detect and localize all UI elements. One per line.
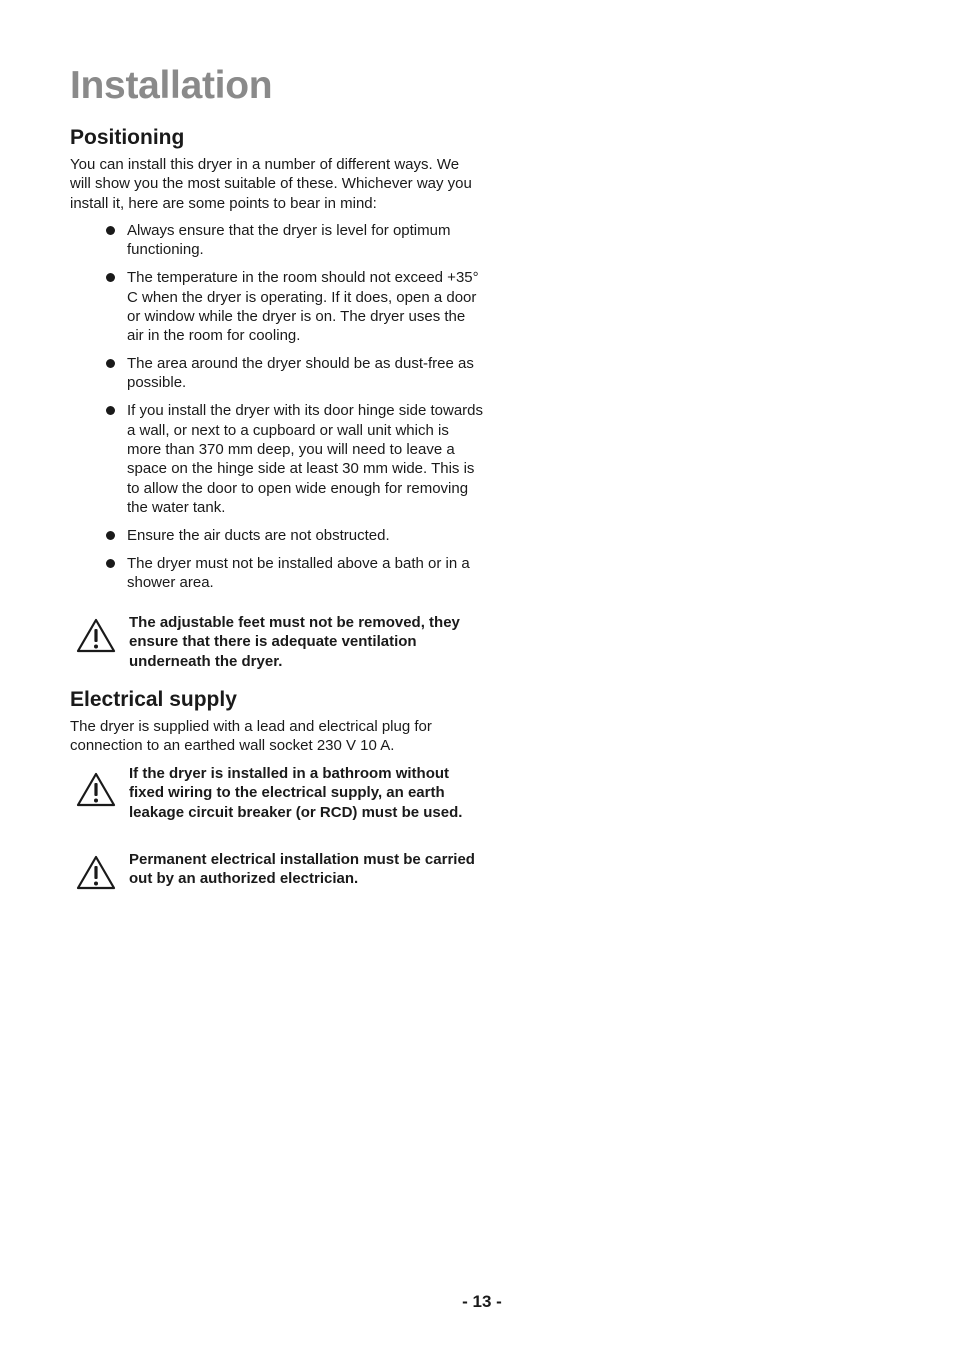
page-title: Installation: [70, 64, 273, 107]
bullet-dot-icon: [106, 359, 115, 368]
section-heading-positioning: Positioning: [70, 126, 185, 149]
warning-triangle-icon: [76, 772, 116, 808]
positioning-bullet-list: [104, 221, 484, 601]
electrical-intro: The dryer is supplied with a lead and electrical plug for connection to an earthed wall socket 230 V 10 A.: [70, 718, 432, 755]
list-item-text: The area around the dryer should be as dust-free as possible.: [127, 355, 474, 392]
bullet-dot-icon: [106, 406, 115, 415]
list-item: [104, 554, 484, 593]
warning-text: Permanent electrical installation must be carried out by an authorized electrician.: [129, 851, 475, 888]
warning-triangle-icon: [76, 618, 116, 654]
bullet-dot-icon: [106, 273, 115, 282]
list-item-text: The dryer must not be installed above a bath or in a shower area.: [127, 554, 470, 592]
section-heading-electrical: Electrical supply: [70, 688, 237, 711]
bullet-dot-icon: [106, 531, 115, 540]
bullet-dot-icon: [106, 226, 115, 235]
list-item: [104, 526, 484, 545]
warning-text: If the dryer is installed in a bathroom without fixed wiring to the electrical supply, an earth leakage circuit breaker (or RCD) must be used.: [129, 765, 463, 821]
list-item: [104, 268, 484, 345]
list-item-text: The temperature in the room should not exceed +35° C when the dryer is operating. If it does, open a door or window while the dryer is on. The dryer uses the air in the room for cooling.: [127, 269, 479, 345]
list-item: [104, 354, 484, 393]
warning-triangle-icon: [76, 855, 116, 891]
list-item: [104, 221, 484, 260]
page-number: - 13 -: [462, 1292, 502, 1311]
warning-text: The adjustable feet must not be removed, they ensure that there is adequate ventilation underneath the dryer.: [129, 614, 460, 670]
list-item-text: Ensure the air ducts are not obstructed.: [127, 526, 390, 544]
bullet-dot-icon: [106, 559, 115, 568]
list-item: [104, 401, 484, 517]
list-item-text: If you install the dryer with its door hinge side towards a wall, or next to a cupboard or wall unit which is more than 370 mm deep, you will need to leave a space on the hinge side at least 30 mm wide. This is to allow the door to open wide enough for removing the water tank.: [127, 402, 484, 516]
positioning-intro: You can install this dryer in a number of different ways. We will show you the most suitable of these. Whichever way you install it, here are some points to bear in mind:: [70, 156, 472, 212]
list-item-text: Always ensure that the dryer is level for optimum functioning.: [127, 222, 451, 259]
